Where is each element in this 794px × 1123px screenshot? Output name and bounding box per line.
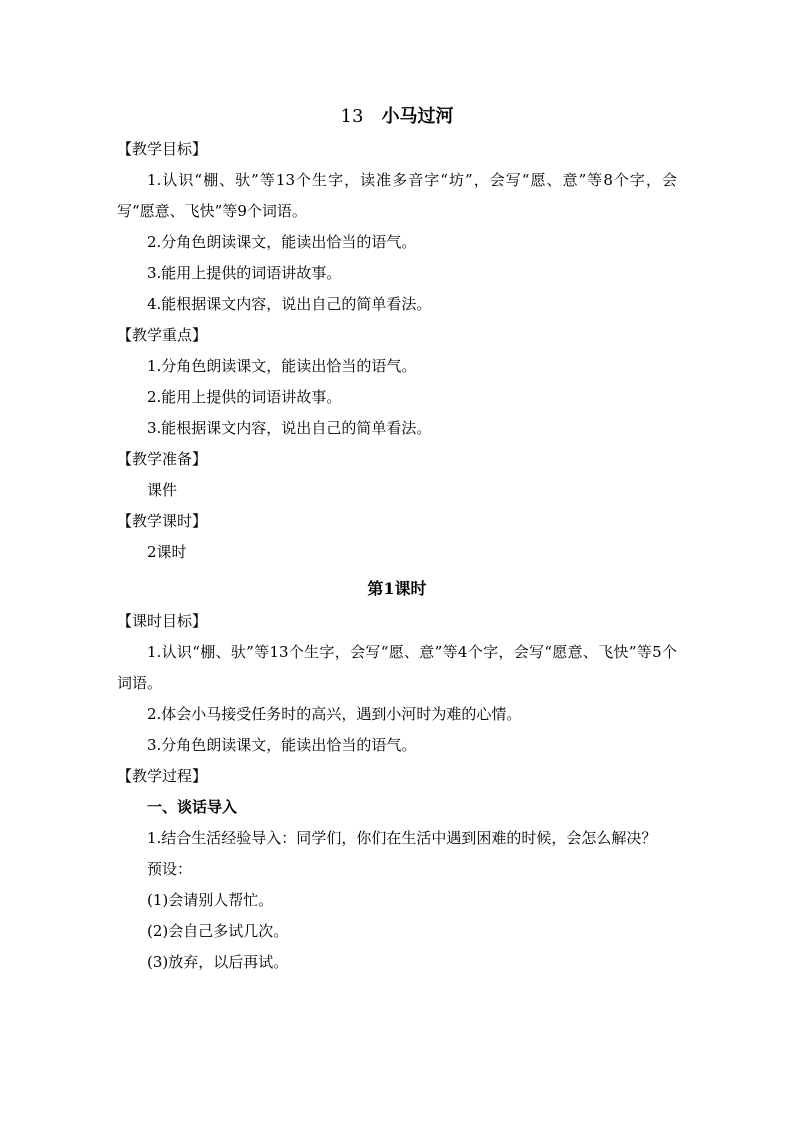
preset-item: (1)会请别人帮忙。 bbox=[147, 891, 274, 909]
preset-item: (3)放弃，以后再试。 bbox=[147, 953, 289, 971]
goals-heading: 【教学目标】 bbox=[117, 140, 208, 158]
hours-heading: 【教学课时】 bbox=[117, 512, 208, 530]
lesson-goal-item: 2.体会小马接受任务时的高兴，遇到小河时为难的心情。 bbox=[147, 705, 522, 723]
prep-heading: 【教学准备】 bbox=[117, 450, 208, 468]
goal-item: 4.能根据课文内容，说出自己的简单看法。 bbox=[147, 295, 432, 313]
process-heading: 【教学过程】 bbox=[117, 767, 208, 785]
title-number: 13 bbox=[340, 106, 364, 127]
document-content bbox=[117, 100, 677, 978]
key-point-item: 1.分角色朗读课文，能读出恰当的语气。 bbox=[147, 357, 417, 375]
page-title bbox=[117, 100, 677, 134]
key-points-heading: 【教学重点】 bbox=[117, 326, 208, 344]
key-point-item: 2.能用上提供的词语讲故事。 bbox=[147, 388, 342, 406]
preset-item: (2)会自己多试几次。 bbox=[147, 922, 289, 940]
title-text: 小马过河 bbox=[381, 106, 454, 127]
lesson-goal-item: 1.认识“棚、驮”等13个生字，会写“愿、意”等4个字，会写“愿意、飞快”等5个词语。 bbox=[117, 643, 677, 692]
key-point-item: 3.能根据课文内容，说出自己的简单看法。 bbox=[147, 419, 432, 437]
process-item: 1.结合生活经验导入：同学们，你们在生活中遇到困难的时候，会怎么解决？ bbox=[147, 829, 657, 847]
goal-item: 1.认识“棚、驮”等13个生字，读准多音字“坊”，会写“愿、意”等8个字，会写“愿意、飞快”等9个词语。 bbox=[117, 171, 677, 220]
hours-text: 2课时 bbox=[147, 543, 187, 561]
preset-label: 预设： bbox=[147, 860, 193, 878]
lesson-goals-heading: 【课时目标】 bbox=[117, 612, 208, 630]
prep-text: 课件 bbox=[147, 481, 178, 499]
lesson-goal-item: 3.分角色朗读课文，能读出恰当的语气。 bbox=[147, 736, 417, 754]
goal-item: 2.分角色朗读课文，能读出恰当的语气。 bbox=[147, 233, 417, 251]
goal-item: 3.能用上提供的词语讲故事。 bbox=[147, 264, 342, 282]
process-step-heading: 一、谈话导入 bbox=[147, 798, 238, 816]
lesson-title: 第1课时 bbox=[367, 579, 427, 598]
